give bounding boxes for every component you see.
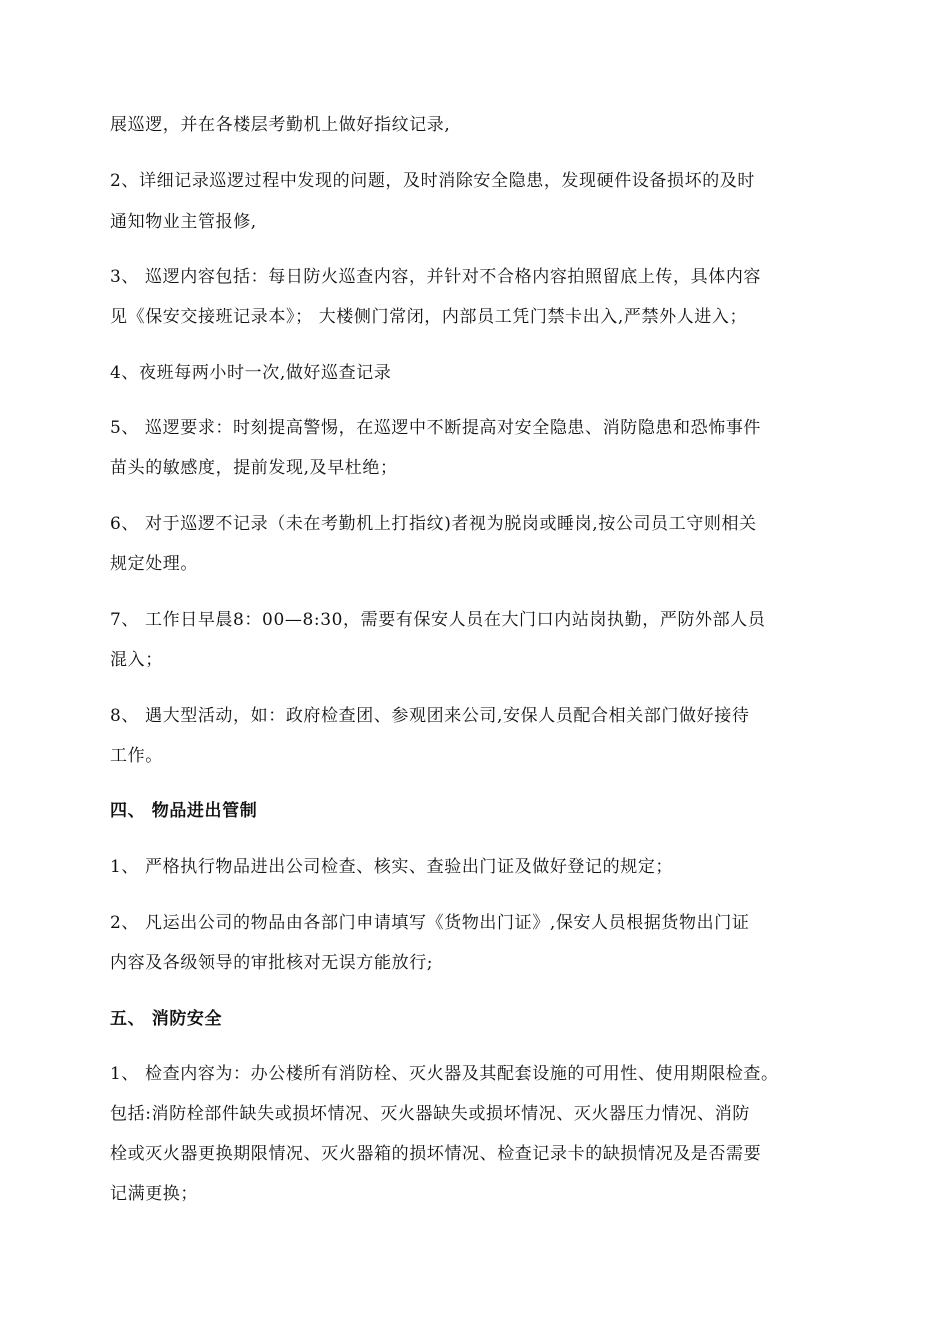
paragraph-line: 1、 检查内容为：办公楼所有消防栓、灭火器及其配套设施的可用性、使用期限检查。 bbox=[110, 1064, 779, 1084]
paragraph-line: 记满更换； bbox=[110, 1184, 198, 1204]
paragraph-line: 7、 工作日早晨8：00—8:30，需要有保安人员在大门口内站岗执勤，严防外部人员 bbox=[110, 610, 766, 630]
section-heading: 四、 物品进出管制 bbox=[110, 801, 258, 821]
paragraph-line: 通知物业主管报修, bbox=[110, 212, 257, 232]
paragraph-line: 规定处理。 bbox=[110, 554, 198, 574]
section-heading: 五、 消防安全 bbox=[110, 1009, 223, 1029]
paragraph-line: 苗头的敏感度，提前发现,及早杜绝； bbox=[110, 458, 398, 478]
paragraph-line: 3、 巡逻内容包括：每日防火巡查内容，并针对不合格内容拍照留底上传，具体内容 bbox=[110, 267, 762, 287]
paragraph-line: 2、详细记录巡逻过程中发现的问题，及时消除安全隐患，发现硬件设备损坏的及时 bbox=[110, 171, 756, 191]
paragraph-line: 工作。 bbox=[110, 746, 163, 766]
paragraph-line: 见《保安交接班记录本》； 大楼侧门常闭，内部员工凭门禁卡出入,严禁外人进入； bbox=[110, 307, 748, 327]
paragraph-line: 5、 巡逻要求：时刻提高警惕，在巡逻中不断提高对安全隐患、消防隐患和恐怖事件 bbox=[110, 418, 762, 438]
paragraph-line: 内容及各级领导的审批核对无误方能放行; bbox=[110, 953, 434, 973]
paragraph-line: 8、 遇大型活动，如：政府检查团、参观团来公司,安保人员配合相关部门做好接待 bbox=[110, 706, 750, 726]
paragraph-line: 展巡逻，并在各楼层考勤机上做好指纹记录, bbox=[110, 115, 451, 135]
paragraph-line: 包括:消防栓部件缺失或损坏情况、灭火器缺失或损坏情况、灭火器压力情况、消防 bbox=[110, 1104, 750, 1124]
paragraph-line: 1、 严格执行物品进出公司检查、核实、查验出门证及做好登记的规定； bbox=[110, 857, 674, 877]
paragraph-line: 4、夜班每两小时一次,做好巡查记录 bbox=[110, 363, 392, 383]
paragraph-line: 栓或灭火器更换期限情况、灭火器箱的损坏情况、检查记录卡的缺损情况及是否需要 bbox=[110, 1144, 762, 1164]
paragraph-line: 2、 凡运出公司的物品由各部门申请填写《货物出门证》,保安人员根据货物出门证 bbox=[110, 913, 750, 933]
paragraph-line: 6、 对于巡逻不记录（未在考勤机上打指纹)者视为脱岗或睡岗,按公司员工守则相关 bbox=[110, 514, 757, 534]
paragraph-line: 混入； bbox=[110, 650, 163, 670]
